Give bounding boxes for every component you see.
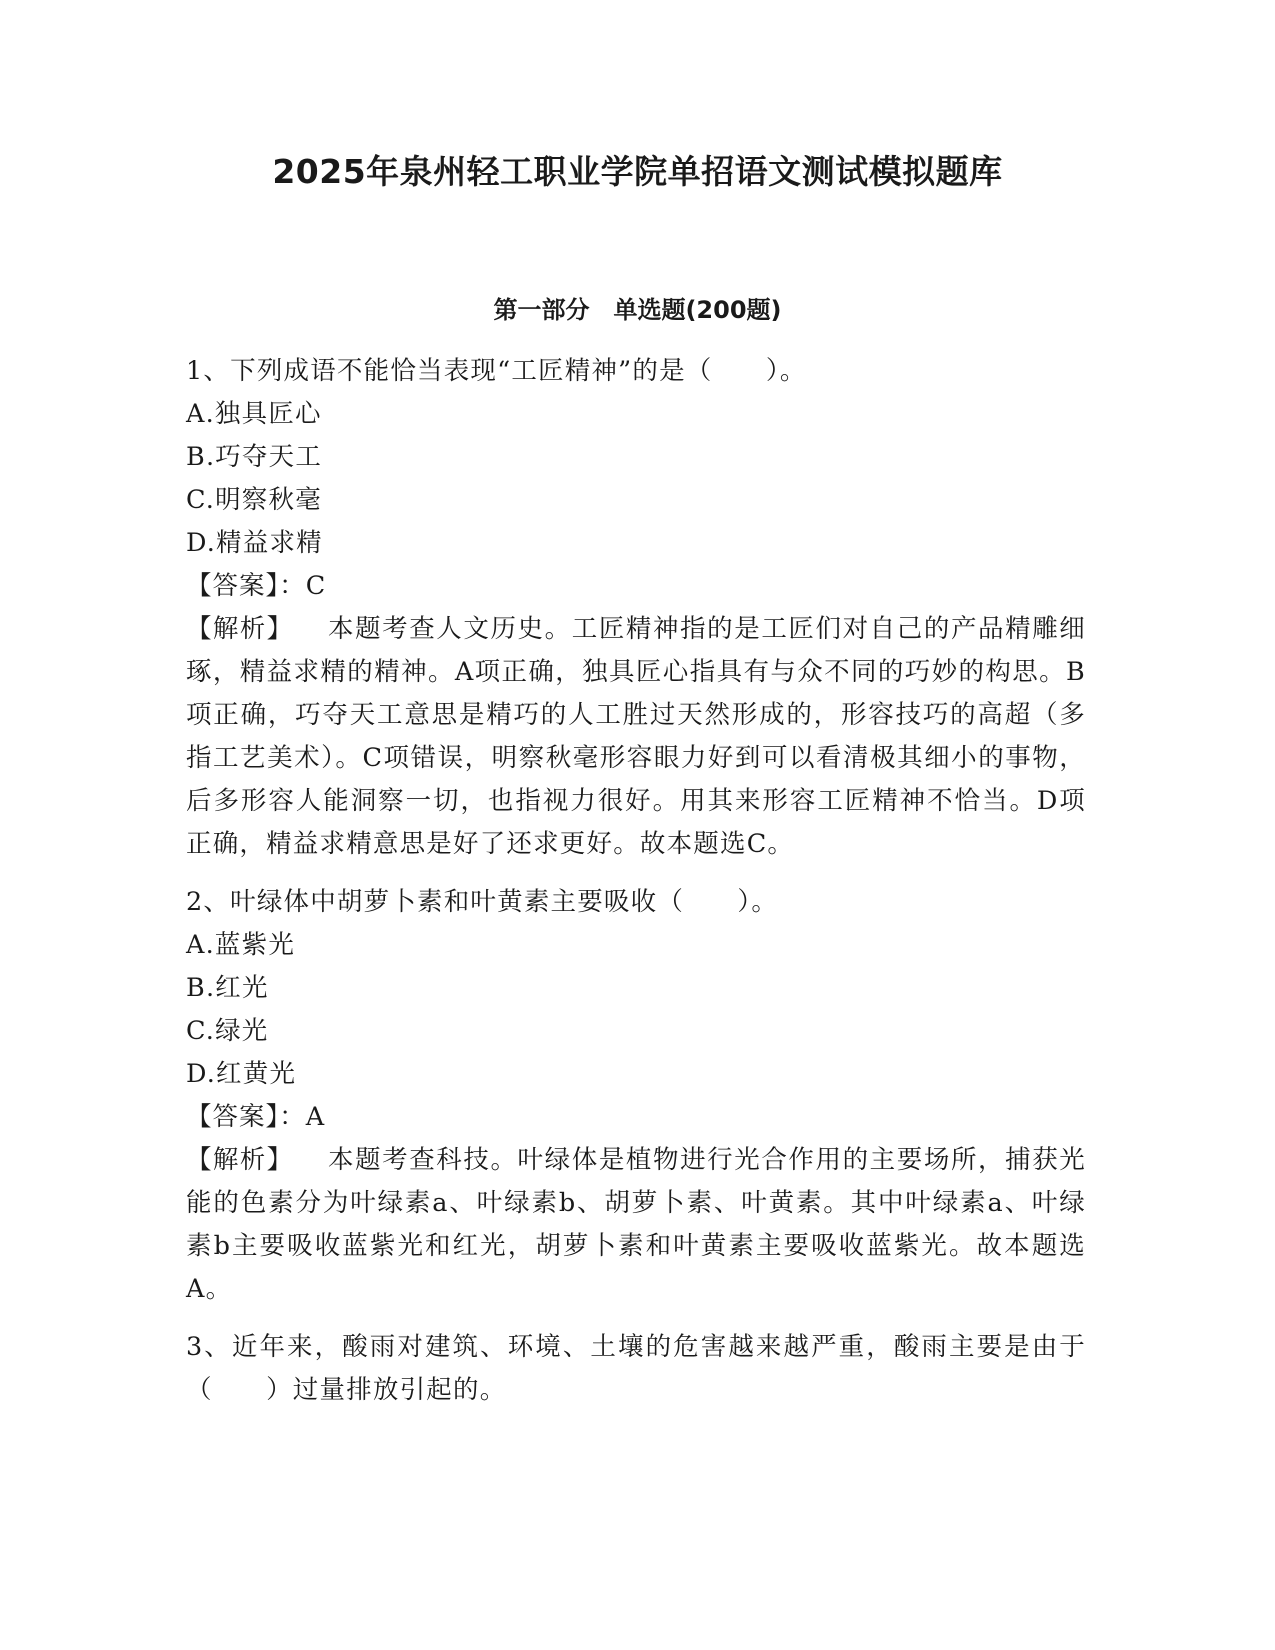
- analysis-paragraph: [186, 1139, 1086, 1311]
- option-d: D.精益求精: [186, 528, 323, 558]
- question-1: [186, 350, 1086, 866]
- analysis-text: 本题考查科技。叶绿体是植物进行光合作用的主要场所，捕获光能的色素分为叶绿素a、叶绿素b、胡萝卜素、叶黄素。其中叶绿素a、叶绿素b主要吸收蓝紫光和红光，胡萝卜素和叶黄素主要吸收蓝紫光。故本题选A。: [186, 1145, 1086, 1304]
- question-stem: 2、叶绿体中胡萝卜素和叶黄素主要吸收（ ）。: [186, 887, 779, 917]
- option-a: A.蓝紫光: [186, 930, 296, 960]
- answer-value: C: [305, 571, 327, 601]
- answer-value: A: [305, 1102, 326, 1132]
- question-stem: 3、近年来，酸雨对建筑、环境、土壤的危害越来越严重，酸雨主要是由于（ ）过量排放引起的。: [186, 1332, 1086, 1405]
- analysis-paragraph: [186, 608, 1086, 866]
- option-b: B.红光: [186, 973, 269, 1003]
- question-stem: 1、下列成语不能恰当表现“工匠精神”的是（ ）。: [186, 356, 807, 386]
- option-a: A.独具匠心: [186, 399, 322, 429]
- section-heading: 第一部分 单选题(200题): [493, 296, 782, 324]
- question-3: [186, 1326, 1086, 1412]
- answer-line: [186, 1096, 1086, 1139]
- document-title: 2025年泉州轻工职业学院单招语文测试模拟题库: [272, 152, 1003, 191]
- option-b: B.巧夺天工: [186, 442, 323, 472]
- question-list: [186, 350, 1086, 1412]
- answer-label: 【答案】：: [186, 1102, 306, 1132]
- analysis-label: 【解析】: [186, 614, 294, 644]
- question-2: [186, 881, 1086, 1311]
- analysis-text: 本题考查人文历史。工匠精神指的是工匠们对自己的产品精雕细琢，精益求精的精神。A项正确，独具匠心指具有与众不同的巧妙的构思。B项正确，巧夺天工意思是精巧的人工胜过天然形成的，形容技巧的高超（多指工艺美术）。C项错误，明察秋毫形容眼力好到可以看清极其细小的事物，后多形容人能洞察一切，也指视力很好。用其来形容工匠精神不恰当。D项正确，精益求精意思是好了还求更好。故本题选C。: [186, 614, 1086, 859]
- option-c: C.明察秋毫: [186, 485, 322, 515]
- answer-line: [186, 565, 1086, 608]
- option-c: C.绿光: [186, 1016, 269, 1046]
- answer-label: 【答案】：: [186, 571, 306, 601]
- analysis-label: 【解析】: [186, 1145, 294, 1175]
- option-d: D.红黄光: [186, 1059, 297, 1089]
